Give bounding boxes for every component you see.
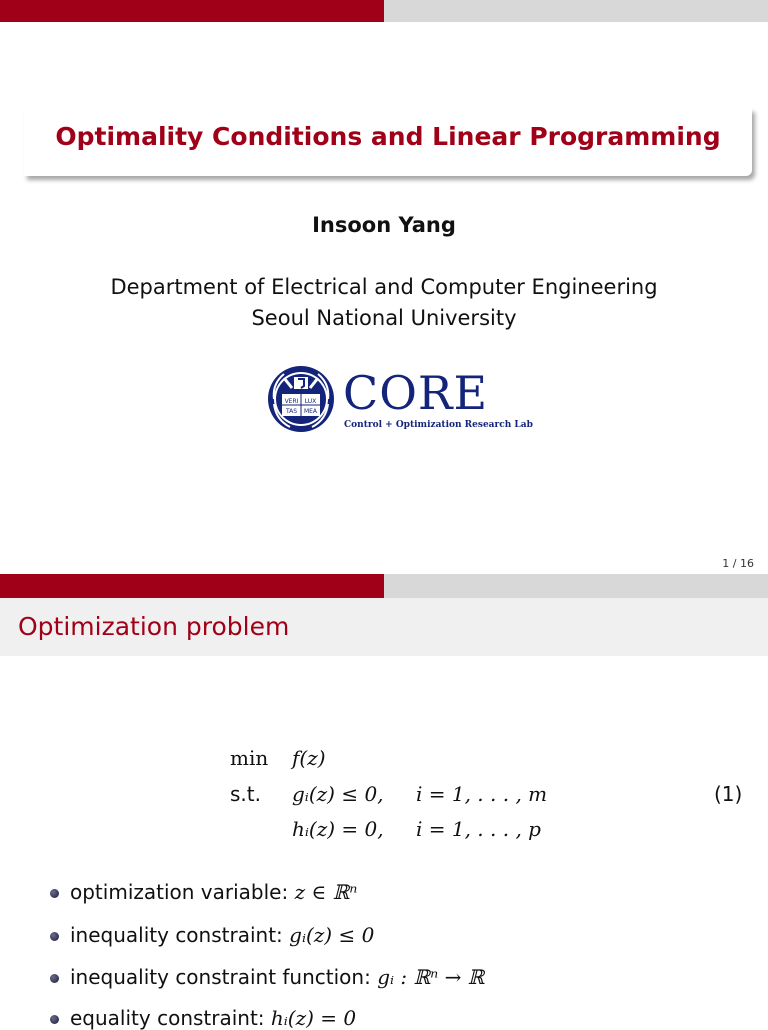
bullet-label: optimization variable: (70, 880, 289, 904)
bullet-label: inequality constraint: (70, 923, 283, 947)
equality-constraint: hᵢ(z) = 0, (292, 817, 384, 841)
bullet-icon (50, 932, 59, 941)
seal-word-mea: MEA (303, 408, 318, 415)
seal-word-tas: TAS (285, 408, 298, 415)
department-name: Department of Electrical and Computer Engineering (110, 275, 658, 299)
bullet-math: gᵢ(z) ≤ 0 (289, 923, 375, 947)
bullet-math: hᵢ(z) = 0 (270, 1006, 357, 1030)
bullet-icon (50, 889, 59, 898)
inequality-index: i = 1, . . . , m (416, 782, 548, 806)
inequality-constraint: gᵢ(z) ≤ 0, (292, 782, 384, 806)
core-lab-logo (266, 364, 533, 436)
logo-subtitle: Control + Optimization Research Lab (344, 420, 533, 430)
content-slide (0, 574, 768, 1030)
header-bar-gray (384, 574, 768, 598)
slide-title: Optimality Conditions and Linear Programming (55, 122, 721, 151)
objective: f(z) (292, 746, 326, 770)
header-bar-red (0, 0, 384, 22)
author-name: Insoon Yang (312, 213, 456, 237)
frame-title: Optimization problem (18, 612, 290, 641)
st-label: s.t. (230, 782, 261, 806)
logo-wordmark: CORE (343, 366, 489, 420)
min-label: min (230, 746, 269, 770)
bullet-math: gᵢ : ℝⁿ → ℝ (377, 965, 485, 989)
page-number: 1 / 16 (722, 557, 754, 570)
affiliation (0, 272, 768, 334)
seal-word-veri: VERI (284, 398, 299, 405)
bullet-label: inequality constraint function: (70, 965, 371, 989)
equation-number: (1) (714, 782, 743, 806)
title-box (24, 108, 752, 176)
bullet-label: equality constraint: (70, 1006, 265, 1030)
university-name: Seoul National University (251, 306, 517, 330)
header-bar-red (0, 574, 384, 598)
university-seal-icon (266, 364, 336, 434)
bullet-icon (50, 1015, 59, 1024)
bullet-icon (50, 974, 59, 983)
seal-word-lux: LUX (304, 398, 317, 405)
header-bar-gray (384, 0, 768, 22)
equality-index: i = 1, . . . , p (416, 817, 541, 841)
bullet-math: z ∈ ℝⁿ (294, 880, 358, 904)
